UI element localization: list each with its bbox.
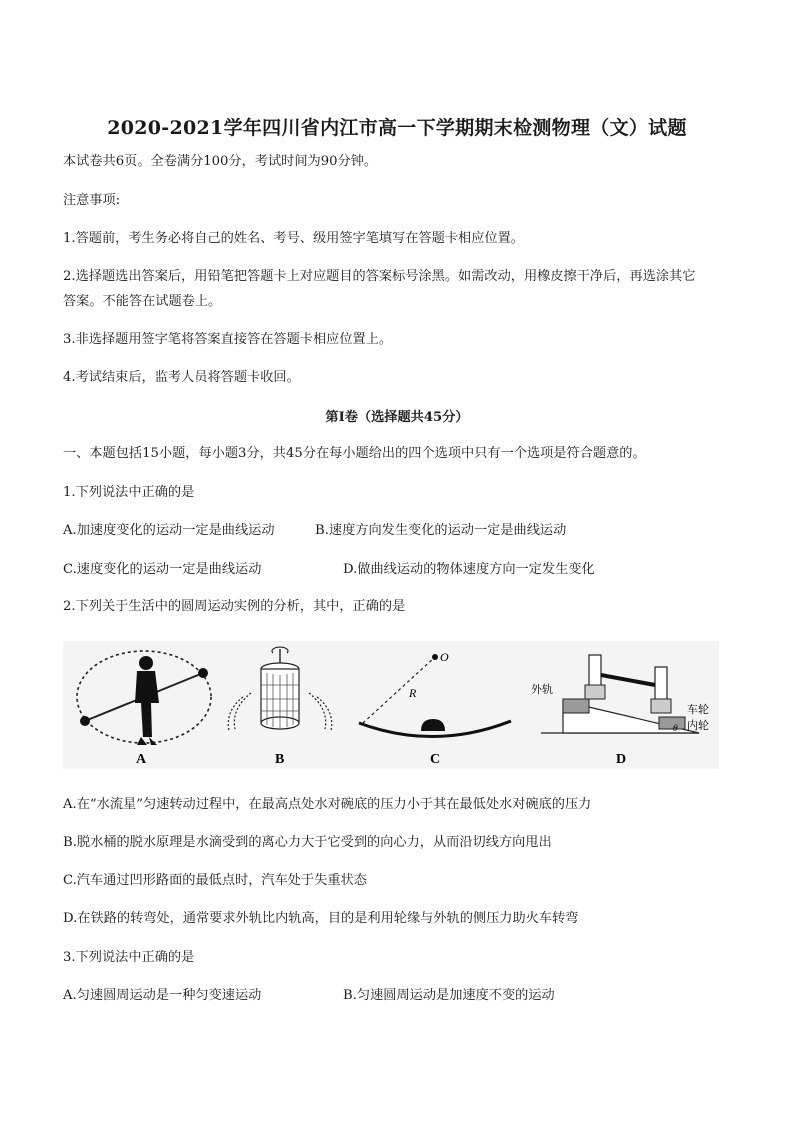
figure-label-c: C (430, 752, 441, 767)
intro-text: 本试卷共6页。全卷满分100分，考试时间为90分钟。 (63, 154, 378, 169)
label-inner-rail: 内轮 (687, 719, 709, 732)
notice-heading: 注意事项: (63, 193, 121, 208)
label-theta: θ (673, 724, 678, 733)
notice-item-2-cont: 答案。不能答在试题卷上。 (63, 294, 222, 309)
question-2-stem: 2.下列关于生活中的圆周运动实例的分析，其中，正确的是 (63, 599, 406, 614)
q1-option-d: D.做曲线运动的物体速度方向一定发生变化 (343, 562, 595, 577)
q1-option-a: A.加速度变化的运动一定是曲线运动 (63, 523, 275, 538)
q3-option-a: A.匀速圆周运动是一种匀变速运动 (63, 988, 262, 1003)
question-3-stem: 3.下列说法中正确的是 (63, 950, 195, 965)
q2-option-a: A.在“水流星”匀速转动过程中，在最高点处水对碗底的压力小于其在最低处水对碗底的压力 (63, 797, 592, 812)
figure-label-d: D (616, 752, 627, 767)
q2-option-c: C.汽车通过凹形路面的最低点时，汽车处于失重状态 (63, 873, 367, 888)
circular-motion-figure (63, 641, 719, 769)
notice-item-4: 4.考试结束后，监考人员将答题卡收回。 (63, 370, 300, 385)
section-intro: 一、本题包括15小题，每小题3分，共45分在每小题给出的四个选项中只有一个选项是符合题意的。 (63, 446, 646, 461)
section-title: 第Ⅰ卷（选择题共45分） (325, 410, 469, 425)
question-1-stem: 1.下列说法中正确的是 (63, 485, 195, 500)
page-title: 2020-2021学年四川省内江市高一下学期期末检测物理（文）试题 (107, 117, 687, 139)
q1-option-b: B.速度方向发生变化的运动一定是曲线运动 (315, 523, 567, 538)
question-3-options-row-1 (63, 986, 663, 1006)
question-1-options-row-2 (63, 560, 663, 580)
q3-option-b: B.匀速圆周运动是加速度不变的运动 (343, 988, 555, 1003)
notice-item-2: 2.选择题选出答案后，用铅笔把答题卡上对应题目的答案标号涂黑。如需改动，用橡皮擦干净后，再选涂其它 (63, 269, 696, 284)
question-1-options-row-1 (63, 521, 663, 541)
label-r: R (409, 686, 417, 700)
q1-option-c: C.速度变化的运动一定是曲线运动 (63, 562, 262, 577)
label-o: O (440, 650, 449, 664)
figure-label-b: B (275, 752, 285, 767)
notice-item-1: 1.答题前，考生务必将自己的姓名、考号、级用签字笔填写在答题卡相应位置。 (63, 231, 524, 246)
q2-option-d: D.在铁路的转弯处，通常要求外轨比内轨高，目的是利用轮缘与外轨的侧压力助火车转弯 (63, 911, 579, 926)
figure-label-a: A (136, 752, 147, 767)
label-outer-rail: 外轨 (531, 683, 553, 696)
label-wheel: 车轮 (687, 703, 709, 716)
question-2-figure (63, 641, 719, 769)
notice-item-3: 3.非选择题用签字笔将答案直接答在答题卡相应位置上。 (63, 332, 393, 347)
q2-option-b: B.脱水桶的脱水原理是水滴受到的离心力大于它受到的向心力，从而沿切线方向甩出 (63, 835, 552, 850)
